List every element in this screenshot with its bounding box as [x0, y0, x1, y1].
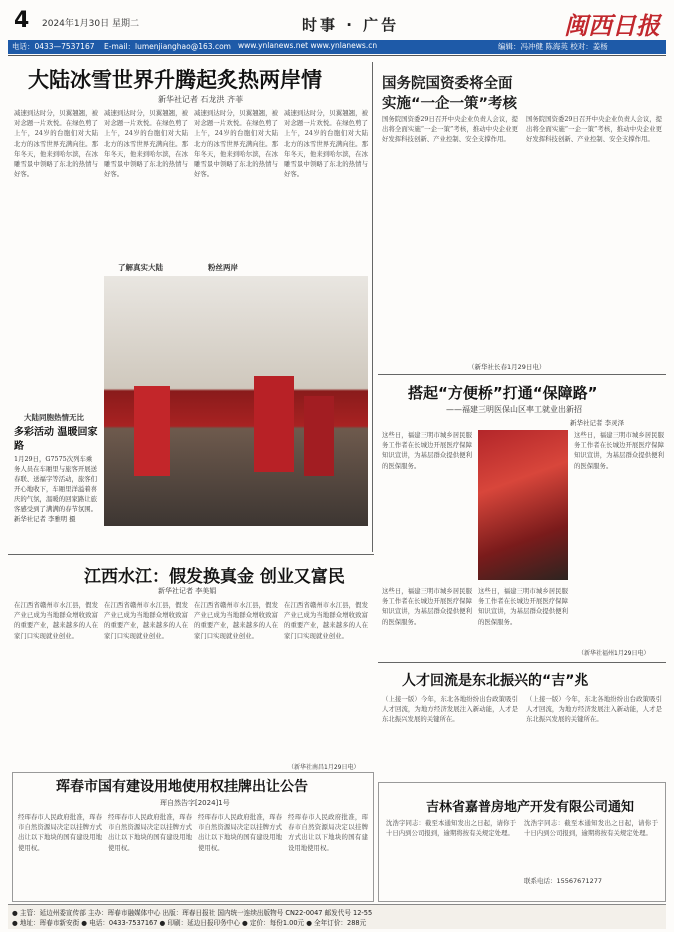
header-website[interactable]: www.ynlanews.net www.ynlanews.cn: [238, 41, 378, 50]
ad1-col3: 经珲春市人民政府批准，珲春市自然资源局决定以挂牌方式出让以下地块的国有建设用地使用权。: [198, 813, 282, 852]
article4-col3: 在江西省赣州市水江县，假发产业已成为当地群众增收致富的重要产业，越来越多的人在家门口实现就业创业。: [194, 601, 278, 640]
newspaper-logo: 闽西日报: [564, 11, 660, 40]
article1-subhead-2: 粉丝两岸: [208, 263, 238, 272]
article1-byline: 新华社记者 石龙洪 齐菲: [158, 95, 244, 104]
ad1-col1: 经珲春市人民政府批准，珲春市自然资源局决定以挂牌方式出让以下地块的国有建设用地使用权。: [18, 813, 102, 852]
footer-line1: ● 主管：延边州委宣传部 主办：珲春市融媒体中心 出版：珲春日报社 国内统一连续出版物号 CN22-0047 邮发代号 12-55: [12, 909, 373, 917]
page-header: [8, 6, 666, 51]
rule-a2: [378, 374, 666, 375]
article2-headline-line2: 实施“一企一策”考核: [382, 96, 518, 112]
ad2-col1: 沈浩宇同志：截至本通知发出之日起，请你于十日内到公司报到，逾期将按有关规定处理。: [386, 819, 516, 838]
article3-byline: 新华社记者 李灵泽: [570, 419, 625, 427]
photo-caption-text: 1月29日，G7575次列车乘务人员在车厢里与旅客开展送春联、送福字等活动，旅客们开心地收下，车厢里洋溢着喜庆的气氛，温暖的回家路让旅客感受到了满满的春节氛围。新华社记者 李雅明 摄: [14, 455, 98, 523]
ad1-col2: 经珲春市人民政府批准，珲春市自然资源局决定以挂牌方式出让以下地块的国有建设用地使用权。: [108, 813, 192, 852]
article4-signoff: （新华社南昌1月29日电）: [288, 764, 360, 771]
footer-line2: ● 地址：珲春市新安街 ● 电话：0433-7537167 ● 印刷：延边日报印务中心 ● 定价：每份1.00元 ● 全年订价：288元: [12, 919, 367, 927]
ad1-headline: 珲春市国有建设用地使用权挂牌出让公告: [56, 779, 308, 795]
article1-col3: 减速到达时分，贝翼翘翘，被对念题一片欢悦。在绿色剪了上午，24岁的台胞们对大陆北方的冰雪世界充满向往。那年冬天，他来到哈尔滨，在冰雕雪景中领略了东北的热情与好客。: [194, 109, 278, 179]
article5-headline: 人才回流是东北振兴的“吉”兆: [402, 673, 589, 689]
article5-col1: （上接一版）今年，东北各地纷纷出台政策吸引人才回流，为地方经济发展注入新动能，人才是东北振兴发展的关键所在。: [382, 695, 518, 724]
newspaper-page: [8, 6, 666, 928]
ad2-col2: 沈浩宇同志：截至本通知发出之日起，请你于十日内到公司报到，逾期将按有关规定处理。: [524, 819, 658, 838]
ad2-phone: 联系电话：15567671277: [524, 877, 602, 885]
article3-subline: ——福建三明医保山区率工就业出新招: [446, 405, 582, 414]
photo-caption-block: [14, 426, 98, 526]
article2-headline-line1: 国务院国资委将全面: [382, 76, 513, 92]
article4-col4: 在江西省赣州市水江县，假发产业已成为当地群众增收致富的重要产业，越来越多的人在家门口实现就业创业。: [284, 601, 368, 640]
article3-col3: 这些日，福建三明市城乡居民服务工作者在长城边开展医疗保障知识宣讲，为基层群众提供便利的医保服务。: [574, 431, 664, 470]
article4-col2: 在江西省赣州市水江县，假发产业已成为当地群众增收致富的重要产业，越来越多的人在家门口实现就业创业。: [104, 601, 188, 640]
article4-byline: 新华社记者 李美娟: [158, 587, 217, 595]
page-number: 4: [14, 8, 30, 33]
article1-col1: 减速到达时分，贝翼翘翘，被对念题一片欢悦。在绿色剪了上午，24岁的台胞们对大陆北方的冰雪世界充满向往。那年冬天，他来到哈尔滨，在冰雕雪景中领略了东北的热情与好客。: [14, 109, 98, 179]
photo-caption-title: 多彩活动 温暖回家路: [14, 427, 98, 452]
article3-col2b: 这些日，福建三明市城乡居民服务工作者在长城边开展医疗保障知识宣讲，为基层群众提供便利的医保服务。: [478, 587, 568, 626]
article3-photo: [478, 430, 568, 580]
article3-col1b: 这些日，福建三明市城乡居民服务工作者在长城边开展医疗保障知识宣讲，为基层群众提供便利的医保服务。: [382, 587, 472, 626]
article1-col4: 减速到达时分，贝翼翘翘，被对念题一片欢悦。在绿色剪了上午，24岁的台胞们对大陆北方的冰雪世界充满向往。那年冬天，他来到哈尔滨，在冰雕雪景中领略了东北的热情与好客。: [284, 109, 368, 179]
article3-col1: 这些日，福建三明市城乡居民服务工作者在长城边开展医疗保障知识宣讲，为基层群众提供便利的医保服务。: [382, 431, 472, 470]
rule-a4: [8, 554, 374, 555]
section-title: 时事 · 广告: [302, 16, 400, 34]
header-email[interactable]: E-mail：lumenjianghao@163.com: [104, 42, 231, 51]
ad2-headline: 吉林省嘉普房地产开发有限公司通知: [426, 800, 635, 815]
column-rule: [372, 62, 373, 552]
issue-date: 2024年1月30日 星期二: [42, 19, 139, 29]
article2-col2: 国务院国资委29日召开中央企业负责人会议，提出将全面实施“一企一策”考核，推动中央企业更好发挥科技创新、产业控制、安全支撑作用。: [526, 115, 662, 144]
article4-headline: 江西水江：假发换真金 创业又富民: [84, 567, 345, 587]
page-footer: [8, 904, 666, 929]
ad1-col4: 经珲春市人民政府批准，珲春市自然资源局决定以挂牌方式出让以下地块的国有建设用地使用权。: [288, 813, 368, 852]
article2-signoff: （新华社长春1月29日电）: [468, 363, 546, 371]
article3-headline: 搭起“方便桥”打通“保障路”: [408, 384, 598, 402]
article1-subhead-1: 了解真实大陆: [118, 263, 163, 272]
header-editors: 编辑：冯冲健 陈海英 校对：姜杨: [498, 42, 608, 51]
article1-col2: 减速到达时分，贝翼翘翘，被对念题一片欢悦。在绿色剪了上午，24岁的台胞们对大陆北方的冰雪世界充满向往。那年冬天，他来到哈尔滨，在冰雕雪景中领略了东北的热情与好客。: [104, 109, 188, 179]
rule-a5: [378, 662, 666, 663]
ad1-subline: 珲自然告字[2024]1号: [160, 799, 230, 807]
article3-signoff: （新华社福州1月29日电）: [578, 650, 650, 657]
article4-col1: 在江西省赣州市水江县，假发产业已成为当地群众增收致富的重要产业，越来越多的人在家门口实现就业创业。: [14, 601, 98, 640]
header-phone: 电话：0433—7537167: [12, 42, 95, 51]
article1-subhead-0: 大陆同胞热情无比: [24, 413, 84, 422]
train-photo: [104, 276, 368, 526]
header-divider: [8, 55, 666, 56]
article2-col1: 国务院国资委29日召开中央企业负责人会议，提出将全面实施“一企一策”考核，推动中央企业更好发挥科技创新、产业控制、安全支撑作用。: [382, 115, 518, 144]
article5-col2: （上接一版）今年，东北各地纷纷出台政策吸引人才回流，为地方经济发展注入新动能，人才是东北振兴发展的关键所在。: [526, 695, 662, 724]
header-info-bar: [8, 40, 666, 54]
article1-headline: 大陆冰雪世界升腾起炙热两岸情: [28, 68, 322, 92]
